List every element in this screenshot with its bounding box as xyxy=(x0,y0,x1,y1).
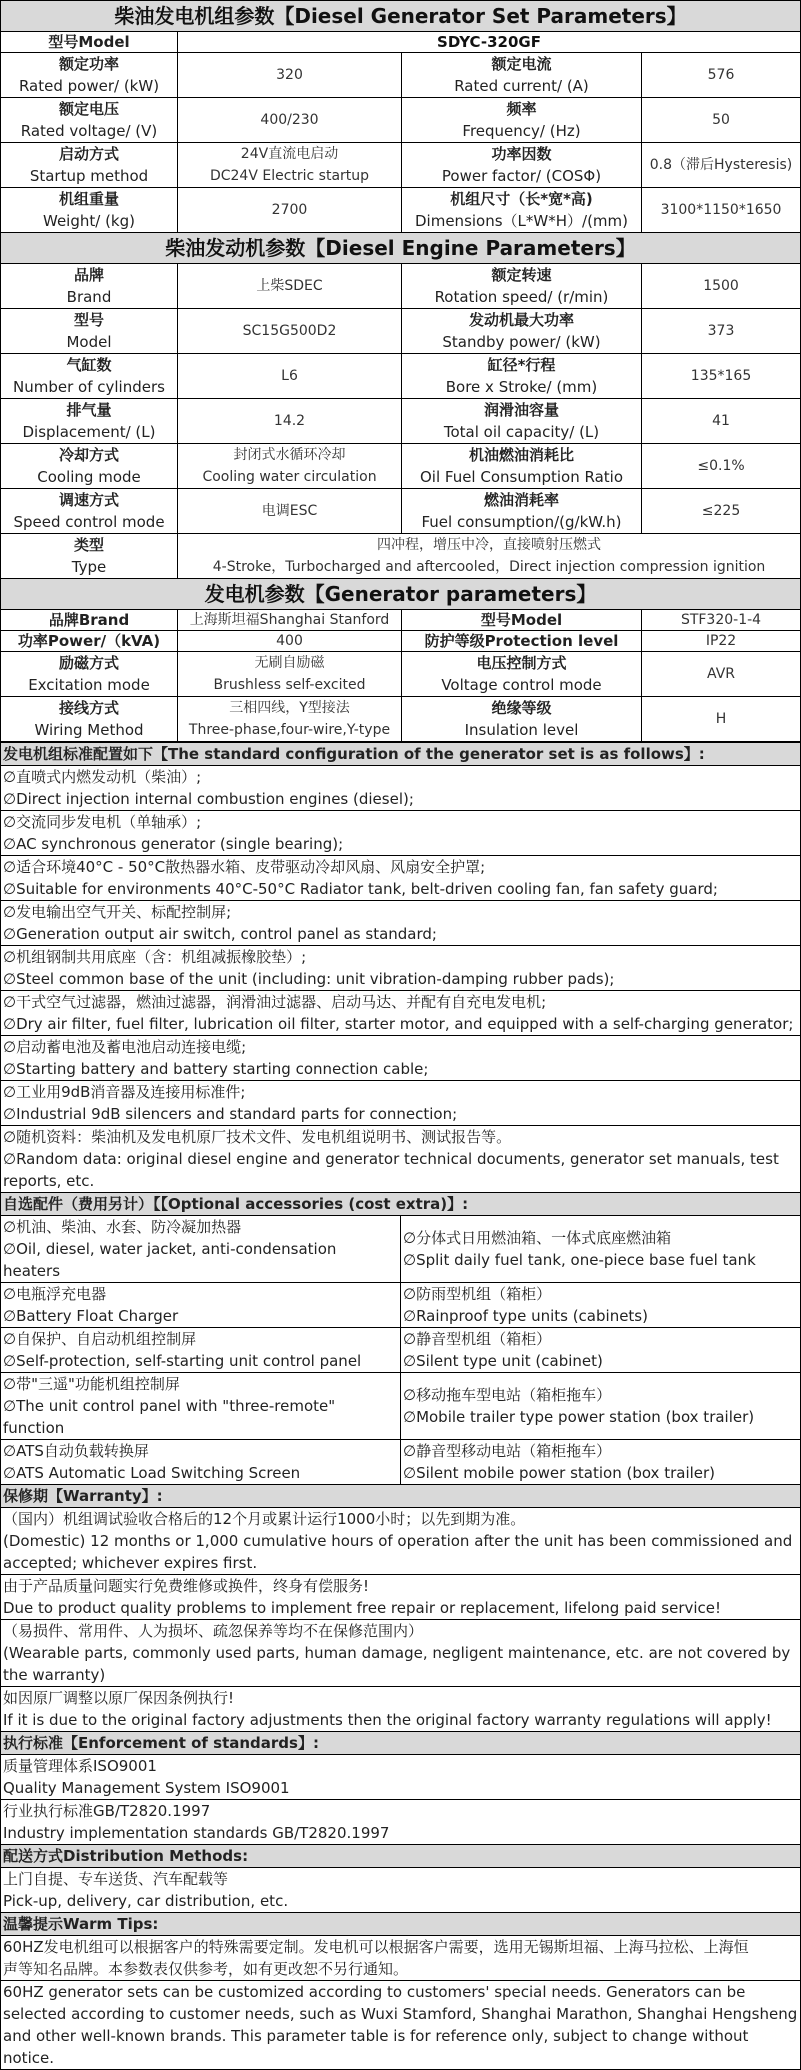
distribution-item-row xyxy=(1,1868,801,1913)
gen-set-label-cn: 额定电流 xyxy=(491,55,552,73)
generator-label xyxy=(1,697,178,742)
generator-value: STF320-1-4 xyxy=(642,610,801,631)
warranty-item-row xyxy=(1,1687,801,1732)
engine-value xyxy=(178,354,402,399)
engine-label-en: Displacement/ (L) xyxy=(22,423,156,441)
standard-item xyxy=(1,1081,801,1126)
generator-value xyxy=(178,652,402,697)
warranty-item-row xyxy=(1,1575,801,1620)
engine-label-cn: 品牌 xyxy=(73,266,104,284)
gen-set-label-en: Startup method xyxy=(29,167,149,185)
generator-value: 400 xyxy=(178,631,402,652)
standard-item-line: ∅交流同步发电机（单轴承）; xyxy=(3,813,202,831)
engine-label-en: Fuel consumption/(g/kW.h) xyxy=(421,513,622,531)
optional-item-line: ∅ATS Automatic Load Switching Screen xyxy=(3,1464,301,1482)
engine-label-cn: 调速方式 xyxy=(58,491,119,509)
enforcement-item-row xyxy=(1,1755,801,1800)
standard-item-line: ∅直喷式内燃发动机（柴油）; xyxy=(3,768,202,786)
enforcement-item-line: 质量管理体系ISO9001 xyxy=(3,1757,157,1775)
engine-label xyxy=(1,489,178,534)
standard-item-line: ∅Starting battery and battery starting connection cable; xyxy=(3,1060,429,1078)
warranty-item-line: (Domestic) 12 months or 1,000 cumulative hours of operation after the unit has been commissioned and xyxy=(3,1532,793,1550)
warranty-item-line: accepted; whichever expires first. xyxy=(3,1554,258,1572)
tips-heading-row xyxy=(1,1913,801,1936)
optional-heading-row xyxy=(1,1193,801,1216)
engine-value-line: 封闭式水循环冷却 xyxy=(233,447,346,463)
gen-set-label-en: Dimensions（L*W*H）/(mm) xyxy=(415,212,628,230)
standard-item-line: ∅机组钢制共用底座（含：机组减振橡胶垫）; xyxy=(3,948,307,966)
generator-value xyxy=(178,697,402,742)
engine-value xyxy=(642,354,801,399)
engine-label-cn: 缸径*行程 xyxy=(487,356,556,374)
engine-param-row xyxy=(1,489,801,534)
standard-item-row xyxy=(1,1126,801,1193)
gen-set-value xyxy=(178,188,402,233)
gen-set-label-en: Rated power/ (kW) xyxy=(18,77,160,95)
engine-label xyxy=(402,489,642,534)
warranty-item-line: the warranty) xyxy=(3,1666,106,1684)
engine-value-line: Cooling water circulation xyxy=(202,469,377,485)
generator-label: 功率Power/（kVA) xyxy=(1,631,178,652)
enforcement-heading: 执行标准【Enforcement of standards】: xyxy=(1,1732,801,1755)
generator-label xyxy=(402,697,642,742)
engine-value-line: SC15G500D2 xyxy=(242,323,337,339)
engine-label-en: Total oil capacity/ (L) xyxy=(443,423,600,441)
gen-set-value xyxy=(642,188,801,233)
optional-item-line: ∅带"三遥"功能机组控制屏 xyxy=(3,1375,180,1393)
model-value: SDYC-320GF xyxy=(178,32,801,53)
warranty-item xyxy=(1,1687,801,1732)
gen-set-param-row xyxy=(1,98,801,143)
optional-item-line: ∅Rainproof type units (cabinets) xyxy=(403,1307,648,1325)
warranty-item-row xyxy=(1,1620,801,1687)
tips-item-line: selected according to customer needs, such as Wuxi Stamford, Shanghai Marathon, Shanghai Hengsheng xyxy=(3,2005,798,2023)
gen-set-value xyxy=(642,98,801,143)
tips-item-line: 60HZ发电机组可以根据客户的特殊需要定制。发电机可以根据客户需要，选用无锡斯坦福、上海马拉松、上海恒 xyxy=(3,1938,749,1956)
optional-item-line: ∅ATS自动负载转换屏 xyxy=(3,1442,149,1460)
gen-set-value-line: 0.8（滞后Hysteresis) xyxy=(649,157,793,173)
gen-set-label-cn: 频率 xyxy=(506,100,537,118)
gen-set-label-cn: 额定电压 xyxy=(58,100,119,118)
engine-type-label-en: Type xyxy=(71,558,107,576)
enforcement-item-row xyxy=(1,1800,801,1845)
gen-set-label xyxy=(402,143,642,188)
enforcement-heading-row xyxy=(1,1732,801,1755)
warranty-item-line: (Wearable parts, commonly used parts, human damage, negligent maintenance, etc. are not covered by xyxy=(3,1644,791,1662)
standard-item-line: ∅AC synchronous generator (single bearing); xyxy=(3,835,344,853)
generator-value-line: H xyxy=(715,711,727,727)
distribution-item xyxy=(1,1868,801,1913)
gen-set-value xyxy=(642,53,801,98)
gen-set-label-en: Rated current/ (A) xyxy=(454,77,589,95)
engine-title: 柴油发动机参数【Diesel Engine Parameters】 xyxy=(1,233,801,264)
gen-set-param-row xyxy=(1,143,801,188)
gen-set-title: 柴油发电机组参数【Diesel Generator Set Parameters】 xyxy=(1,1,801,32)
engine-param-row xyxy=(1,354,801,399)
engine-label xyxy=(1,354,178,399)
generator-label xyxy=(402,652,642,697)
optional-item xyxy=(1,1328,401,1373)
standard-item-line: ∅适合环境40°C - 50°C散热器水箱、皮带驱动冷却风扇、风扇安全护罩; xyxy=(3,858,486,876)
optional-item-line: ∅Self-protection, self-starting unit control panel xyxy=(3,1352,362,1370)
engine-label-en: Standby power/ (kW) xyxy=(442,333,601,351)
optional-item xyxy=(1,1373,401,1440)
gen-set-label xyxy=(402,188,642,233)
gen-set-label-cn: 功率因数 xyxy=(491,145,552,163)
gen-set-label xyxy=(1,98,178,143)
standard-item-row xyxy=(1,856,801,901)
gen-set-value xyxy=(642,143,801,188)
engine-value xyxy=(178,399,402,444)
distribution-heading: 配送方式Distribution Methods: xyxy=(1,1845,801,1868)
standard-item xyxy=(1,1126,801,1193)
standard-item xyxy=(1,1036,801,1081)
optional-item-line: ∅Silent type unit (cabinet) xyxy=(403,1352,603,1370)
engine-label xyxy=(402,309,642,354)
generator-row xyxy=(1,631,801,652)
engine-type-line: 4-Stroke，Turbocharged and aftercooled，Direct injection compression ignition xyxy=(212,559,766,575)
optional-item-line: ∅Silent mobile power station (box trailer) xyxy=(403,1464,716,1482)
gen-set-label-cn: 启动方式 xyxy=(58,145,119,163)
engine-label xyxy=(402,264,642,309)
optional-item xyxy=(1,1216,401,1283)
tips-item-row xyxy=(1,1936,801,1981)
standard-item-line: ∅Suitable for environments 40°C-50°C Radiator tank, belt-driven cooling fan, fan safety guard; xyxy=(3,880,718,898)
enforcement-item xyxy=(1,1800,801,1845)
spec-table xyxy=(0,0,801,742)
engine-label-cn: 机油燃油消耗比 xyxy=(468,446,574,464)
gen-set-label-en: Power factor/ (COSΦ) xyxy=(441,167,602,185)
distribution-item-line: 上门自提、专车送货、汽车配载等 xyxy=(3,1870,229,1888)
optional-item-line: ∅Battery Float Charger xyxy=(3,1307,179,1325)
standard-item xyxy=(1,946,801,991)
optional-row xyxy=(1,1440,801,1485)
generator-value-line: AVR xyxy=(707,666,736,682)
standard-item-row xyxy=(1,946,801,991)
optional-heading: 自选配件（费用另计）【【Optional accessories (cost extra)】: xyxy=(1,1193,801,1216)
engine-type-line: 四冲程，增压中冷，直接喷射压燃式 xyxy=(377,537,602,553)
engine-value xyxy=(642,264,801,309)
gen-set-param-row xyxy=(1,53,801,98)
generator-value: 上海斯坦福Shanghai Stanford xyxy=(178,610,402,631)
warranty-item-line: 由于产品质量问题实行免费维修或换件，终身有偿服务! xyxy=(3,1577,370,1595)
generator-label-cn: 电压控制方式 xyxy=(476,654,567,672)
standard-item-row xyxy=(1,991,801,1036)
optional-item xyxy=(1,1283,401,1328)
generator-label-en: Excitation mode xyxy=(28,676,150,694)
optional-item xyxy=(401,1283,801,1328)
gen-set-param-row xyxy=(1,188,801,233)
standard-item-line: ∅Generation output air switch, control panel as standard; xyxy=(3,925,437,943)
standard-item xyxy=(1,766,801,811)
generator-value-line: 三相四线，Y型接法 xyxy=(229,700,350,716)
gen-set-value-line: 400/230 xyxy=(260,112,319,128)
engine-label-en: Number of cylinders xyxy=(13,378,165,396)
engine-label-cn: 额定转速 xyxy=(491,266,552,284)
optional-item-line: ∅电瓶浮充电器 xyxy=(3,1285,107,1303)
optional-item-line: ∅防雨型机组（箱柜） xyxy=(403,1285,552,1303)
generator-value: IP22 xyxy=(642,631,801,652)
engine-param-row xyxy=(1,309,801,354)
engine-label xyxy=(402,354,642,399)
engine-label-en: Speed control mode xyxy=(13,513,165,531)
engine-label xyxy=(1,264,178,309)
standard-item-line: ∅启动蓄电池及蓄电池启动连接电缆; xyxy=(3,1038,247,1056)
standard-item-line: ∅Steel common base of the unit (including: unit vibration-damping rubber pads); xyxy=(3,970,615,988)
generator-value xyxy=(642,652,801,697)
engine-value-line: ≤225 xyxy=(701,503,741,519)
generator-title-row xyxy=(1,579,801,610)
engine-label xyxy=(1,444,178,489)
gen-set-value-line: 320 xyxy=(276,67,303,83)
gen-set-label-cn: 机组重量 xyxy=(58,190,119,208)
standard-item xyxy=(1,901,801,946)
engine-label-cn: 发动机最大功率 xyxy=(468,311,574,329)
engine-label-en: Model xyxy=(66,333,112,351)
engine-value xyxy=(178,309,402,354)
warranty-item-line: （国内）机组调试验收合格后的12个月或累计运行1000小时；以先到期为准。 xyxy=(3,1510,526,1528)
tips-item-line: 声等知名品牌。本参数表仅供参考，如有更改恕不另行通知。 xyxy=(3,1960,409,1978)
tips-item-line: 60HZ generator sets can be customized according to customers' special needs. Generators can be xyxy=(3,1983,746,2001)
engine-label-cn: 冷却方式 xyxy=(58,446,119,464)
warranty-heading: 保修期【Warranty】: xyxy=(1,1485,801,1508)
gen-set-label xyxy=(1,188,178,233)
engine-value xyxy=(642,309,801,354)
optional-item-line: ∅Oil, diesel, water jacket, anti-condensation heaters xyxy=(3,1240,337,1280)
standard-item-line: ∅发电输出空气开关、标配控制屏; xyxy=(3,903,232,921)
warranty-item-line: 如因原厂调整以原厂保因条例执行! xyxy=(3,1689,235,1707)
optional-item-line: ∅The unit control panel with "three-remote" function xyxy=(3,1397,336,1437)
engine-label xyxy=(402,444,642,489)
warranty-item xyxy=(1,1508,801,1575)
generator-value-line: Brushless self-excited xyxy=(213,677,366,693)
gen-set-label xyxy=(402,53,642,98)
engine-label-cn: 气缸数 xyxy=(66,356,112,374)
gen-set-label xyxy=(402,98,642,143)
warranty-heading-row xyxy=(1,1485,801,1508)
distribution-item-line: Pick-up, delivery, car distribution, etc. xyxy=(3,1892,289,1910)
generator-row xyxy=(1,610,801,631)
engine-title-row xyxy=(1,233,801,264)
optional-item-line: ∅静音型机组（箱柜） xyxy=(403,1330,552,1348)
engine-label-cn: 排气量 xyxy=(66,401,112,419)
engine-value xyxy=(642,399,801,444)
optional-item-line: ∅移动拖车型电站（箱柜拖车） xyxy=(403,1386,612,1404)
engine-label-en: Brand xyxy=(66,288,112,306)
engine-label-cn: 润滑油容量 xyxy=(483,401,559,419)
gen-set-label-en: Weight/ (kg) xyxy=(43,212,135,230)
engine-value-line: 135*165 xyxy=(690,368,752,384)
engine-label xyxy=(1,309,178,354)
generator-param-row xyxy=(1,652,801,697)
engine-label xyxy=(402,399,642,444)
engine-type-value xyxy=(178,534,801,579)
gen-set-value xyxy=(178,98,402,143)
standard-item xyxy=(1,856,801,901)
engine-value-line: 14.2 xyxy=(273,413,306,429)
standard-item-line: ∅Dry air filter, fuel filter, lubrication oil filter, starter motor, and equipped with a self-charging generator; xyxy=(3,1015,794,1033)
generator-value xyxy=(642,697,801,742)
generator-label-cn: 励磁方式 xyxy=(58,654,119,672)
optional-row xyxy=(1,1328,801,1373)
tips-item-line: and other well-known brands. This parameter table is for reference only, subject to change without notice. xyxy=(3,2027,749,2067)
optional-row xyxy=(1,1216,801,1283)
optional-item-line: ∅静音型移动电站（箱柜拖车） xyxy=(403,1442,612,1460)
engine-value xyxy=(642,489,801,534)
text-table xyxy=(0,742,801,2070)
gen-set-label xyxy=(1,143,178,188)
generator-label: 防护等级Protection level xyxy=(402,631,642,652)
engine-value-line: 373 xyxy=(707,323,735,339)
optional-item xyxy=(401,1328,801,1373)
engine-label-en: Cooling mode xyxy=(37,468,141,486)
warranty-item-line: Due to product quality problems to implement free repair or replacement, lifelong paid service! xyxy=(3,1599,722,1617)
generator-label xyxy=(1,652,178,697)
engine-param-row xyxy=(1,399,801,444)
engine-value-line: 电调ESC xyxy=(261,503,318,519)
warranty-item xyxy=(1,1575,801,1620)
engine-value xyxy=(642,444,801,489)
generator-param-row xyxy=(1,697,801,742)
engine-label-en: Bore x Stroke/ (mm) xyxy=(445,378,598,396)
gen-set-value xyxy=(178,143,402,188)
generator-label: 品牌Brand xyxy=(1,610,178,631)
enforcement-item xyxy=(1,1755,801,1800)
standard-item-row xyxy=(1,766,801,811)
optional-item xyxy=(401,1373,801,1440)
standard-item-row xyxy=(1,811,801,856)
standard-heading: 发电机组标准配置如下【The standard configuration of the generator set is as follows】: xyxy=(1,743,801,766)
engine-label-en: Oil Fuel Consumption Ratio xyxy=(419,468,623,486)
generator-label-en: Voltage control mode xyxy=(441,676,602,694)
optional-item xyxy=(401,1216,801,1283)
model-label: 型号Model xyxy=(1,32,178,53)
gen-set-label-en: Rated voltage/ (V) xyxy=(20,122,158,140)
standard-item-line: ∅干式空气过滤器，燃油过滤器，润滑油过滤器、启动马达、并配有自充电发电机; xyxy=(3,993,547,1011)
gen-set-value-line: 50 xyxy=(712,112,730,128)
warranty-item-line: If it is due to the original factory adjustments then the original factory warranty regulations will apply! xyxy=(3,1711,772,1729)
engine-value-line: ≤0.1% xyxy=(697,458,745,474)
standard-item-row xyxy=(1,1036,801,1081)
tips-item xyxy=(1,1936,801,1981)
engine-value xyxy=(178,489,402,534)
optional-item-line: ∅机油、柴油、水套、防冷凝加热器 xyxy=(3,1218,242,1236)
gen-set-value-line: 3100*1150*1650 xyxy=(660,202,782,218)
standard-item-line: ∅工业用9dB消音器及连接用标准件; xyxy=(3,1083,246,1101)
optional-item xyxy=(1,1440,401,1485)
standard-item-line: ∅Industrial 9dB silencers and standard parts for connection; xyxy=(3,1105,458,1123)
engine-value-line: 上柴SDEC xyxy=(256,278,323,294)
engine-type-label-cn: 类型 xyxy=(73,536,104,554)
model-row xyxy=(1,32,801,53)
gen-set-value-line: 576 xyxy=(707,67,735,83)
engine-type-row xyxy=(1,534,801,579)
enforcement-item-line: Quality Management System ISO9001 xyxy=(3,1779,290,1797)
optional-item-line: ∅分体式日用燃油箱、一体式底座燃油箱 xyxy=(403,1229,672,1247)
standard-heading-row xyxy=(1,743,801,766)
generator-label-cn: 绝缘等级 xyxy=(491,699,552,717)
gen-set-title-row xyxy=(1,1,801,32)
standard-item-line: ∅随机资料：柴油机及发电机原厂技术文件、发电机组说明书、测试报告等。 xyxy=(3,1128,512,1146)
engine-value xyxy=(178,264,402,309)
generator-label-cn: 接线方式 xyxy=(58,699,119,717)
optional-item-line: ∅Split daily fuel tank, one-piece base fuel tank xyxy=(403,1251,756,1269)
standard-item-row xyxy=(1,901,801,946)
optional-row xyxy=(1,1373,801,1440)
standard-item xyxy=(1,811,801,856)
optional-item xyxy=(401,1440,801,1485)
gen-set-value-line: 2700 xyxy=(271,202,308,218)
tips-heading: 温馨提示Warm Tips: xyxy=(1,1913,801,1936)
generator-value-line: Three-phase,four-wire,Y-type xyxy=(188,722,391,738)
optional-item-line: ∅Mobile trailer type power station (box trailer) xyxy=(403,1408,755,1426)
optional-row xyxy=(1,1283,801,1328)
enforcement-item-line: Industry implementation standards GB/T2820.1997 xyxy=(3,1824,390,1842)
standard-item-line: ∅Random data: original diesel engine and generator technical documents, generator set manuals, test xyxy=(3,1150,779,1168)
engine-label-cn: 型号 xyxy=(73,311,104,329)
engine-value-line: 1500 xyxy=(703,278,739,294)
gen-set-label-cn: 额定功率 xyxy=(58,55,119,73)
generator-label-en: Insulation level xyxy=(464,721,579,739)
generator-value-line: 无刷自励磁 xyxy=(254,655,325,671)
gen-set-value-line: DC24V Electric startup xyxy=(209,168,370,184)
generator-title: 发电机参数【Generator parameters】 xyxy=(1,579,801,610)
engine-param-row xyxy=(1,264,801,309)
engine-label-en: Rotation speed/ (r/min) xyxy=(434,288,609,306)
engine-type-label xyxy=(1,534,178,579)
warranty-item xyxy=(1,1620,801,1687)
standard-item-line: reports, etc. xyxy=(3,1172,95,1190)
generator-label-en: Wiring Method xyxy=(34,721,144,739)
standard-item xyxy=(1,991,801,1036)
gen-set-label-cn: 机组尺寸（长*宽*高) xyxy=(450,190,593,208)
gen-set-value-line: 24V直流电启动 xyxy=(240,146,339,162)
enforcement-item-line: 行业执行标准GB/T2820.1997 xyxy=(3,1802,211,1820)
standard-item-line: ∅Direct injection internal combustion engines (diesel); xyxy=(3,790,414,808)
engine-label-cn: 燃油消耗率 xyxy=(483,491,559,509)
gen-set-label xyxy=(1,53,178,98)
optional-item-line: ∅自保护、自启动机组控制屏 xyxy=(3,1330,197,1348)
tips-item xyxy=(1,1981,801,2070)
engine-label xyxy=(1,399,178,444)
engine-param-row xyxy=(1,444,801,489)
engine-value-line: L6 xyxy=(281,368,298,384)
gen-set-label-en: Frequency/ (Hz) xyxy=(462,122,581,140)
tips-item-row xyxy=(1,1981,801,2070)
warranty-item-line: （易损件、常用件、人为损坏、疏忽保养等均不在保修范围内） xyxy=(3,1622,424,1640)
engine-value-line: 41 xyxy=(712,413,730,429)
engine-value xyxy=(178,444,402,489)
generator-label: 型号Model xyxy=(402,610,642,631)
warranty-item-row xyxy=(1,1508,801,1575)
distribution-heading-row xyxy=(1,1845,801,1868)
gen-set-value xyxy=(178,53,402,98)
standard-item-row xyxy=(1,1081,801,1126)
